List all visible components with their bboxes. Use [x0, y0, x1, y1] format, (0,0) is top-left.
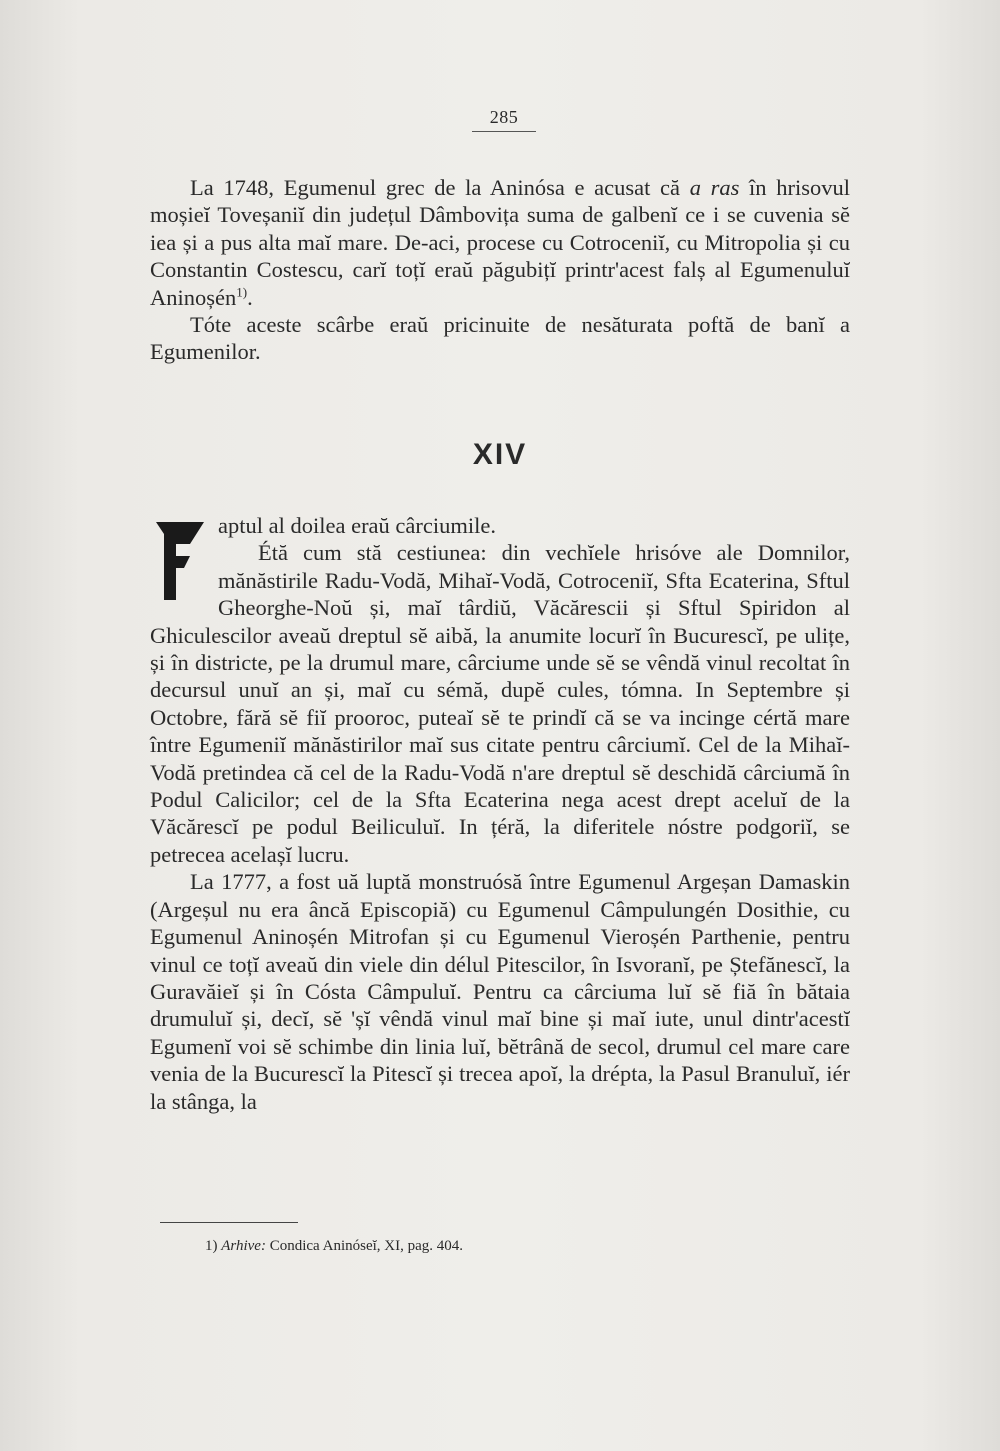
paragraph-3: aptul al doilea eraŭ cârciumile. — [218, 513, 496, 538]
chapter-title: XIV — [472, 438, 528, 471]
paragraph-1 — [150, 174, 850, 311]
bottom-text-block — [150, 512, 850, 1115]
paragraph-5: La 1777, a fost uă luptă monstruósă între Egumenul Argeșan Damaskin (Argeșul nu era âncă Episcopiă) cu Egumenul Câmpulungén Dosithie, cu Egumenul Aninoșén Mitrofan și cu Egumenul Vieroșén Parthenie, pentru vinul ce toțĭ aveaŭ din viele din délul Pitescilor, în Isvoranĭ, pe Ștefănescĭ, la Guravăieĭ și în Cósta Câmpuluĭ. Pentru ca cârciuma luĭ sĕ fiă în bătaia drumuluĭ și, decĭ, sĕ 'șĭ vêndă vinul maĭ bine și maĭ iute, unul dintr'acestĭ Egumenĭ voi sĕ schimbe din linia luĭ, bĕtrână de secol, drumul cel mare care venia de la Bucurescĭ la Pitescĭ și trecea apoĭ, la drépta, la Pasul Branuluĭ, iér la stânga, la — [150, 869, 850, 1114]
page-number-rule — [472, 131, 536, 132]
paragraph-1-end: . — [247, 284, 253, 310]
footnote-ref: 1) — [236, 284, 248, 300]
paragraph-4: Étă cum stă cestiunea: din vechĭele hrisóve ale Domnilor, mănăstirile Radu-Vodă, Mihaĭ-Vodă, Cotroceniĭ, Sfta Ecaterina, Sftul Gheorghe-Noŭ și, maĭ târdiŭ, Văcărescii și Sftul Spiridon al Ghiculescilor aveaŭ dreptul sĕ aibă, la anumite locurĭ în Bucurescĭ, pe ulițe, și în districte, pe la drumul mare, cârciume unde sĕ se vêndă vinul recoltat în decursul unuĭ an și, maĭ cu sémă, dupĕ cules, tómna. In Septembre și Octobre, fără sĕ fiĭ prooroc, puteaĭ sĕ te prindĭ că se va incinge cértă mare între Egumeniĭ mănăstirilor maĭ sus citate pentru cârciumĭ. Cel de la Mihaĭ-Vodă pretindea că cel de la Radu-Vodă n'are dreptul sĕ deschidă cârciumă în Podul Calicilor; cel de la Sfta Ecaterina nega acest drept aceluĭ de la Văcărescĭ pe podul Beiliculuĭ. In țéră, la diferitele nóstre podgoriĭ, se petrecea acelașĭ lucru. — [150, 540, 850, 867]
footnote-marker: 1) — [205, 1238, 218, 1254]
footnote — [205, 1237, 805, 1255]
paragraph-1-italic: a ras — [689, 175, 740, 200]
footnote-text: Condica Aninóseĭ, XI, pag. 404. — [265, 1238, 464, 1254]
footnote-source: Arhive: — [221, 1238, 266, 1254]
footnote-rule — [160, 1222, 298, 1223]
drop-cap-f — [150, 516, 206, 602]
paragraph-1-part: La 1748, Egumenul grec de la Aninósa e acusat că — [190, 175, 690, 200]
paragraph-1-part: în hrisovul moșieĭ Toveșaniĭ din județul Dâmbovița suma de galbenĭ ce i se cuvenia sĕ iea și a pus alta maĭ mare. De-aci, procese cu Cotroceniĭ, cu Mitropolia și cu Constantin Costescu, carĭ toțĭ eraŭ păgubițĭ printr'acest falș al Egumenuluĭ Aninoșén — [150, 175, 850, 310]
paragraph-2: Tóte aceste scârbe eraŭ pricinuite de nesăturata poftă de banĭ a Egumenilor. — [150, 312, 850, 365]
top-text-block — [150, 174, 850, 366]
page-number: 285 — [489, 107, 519, 127]
